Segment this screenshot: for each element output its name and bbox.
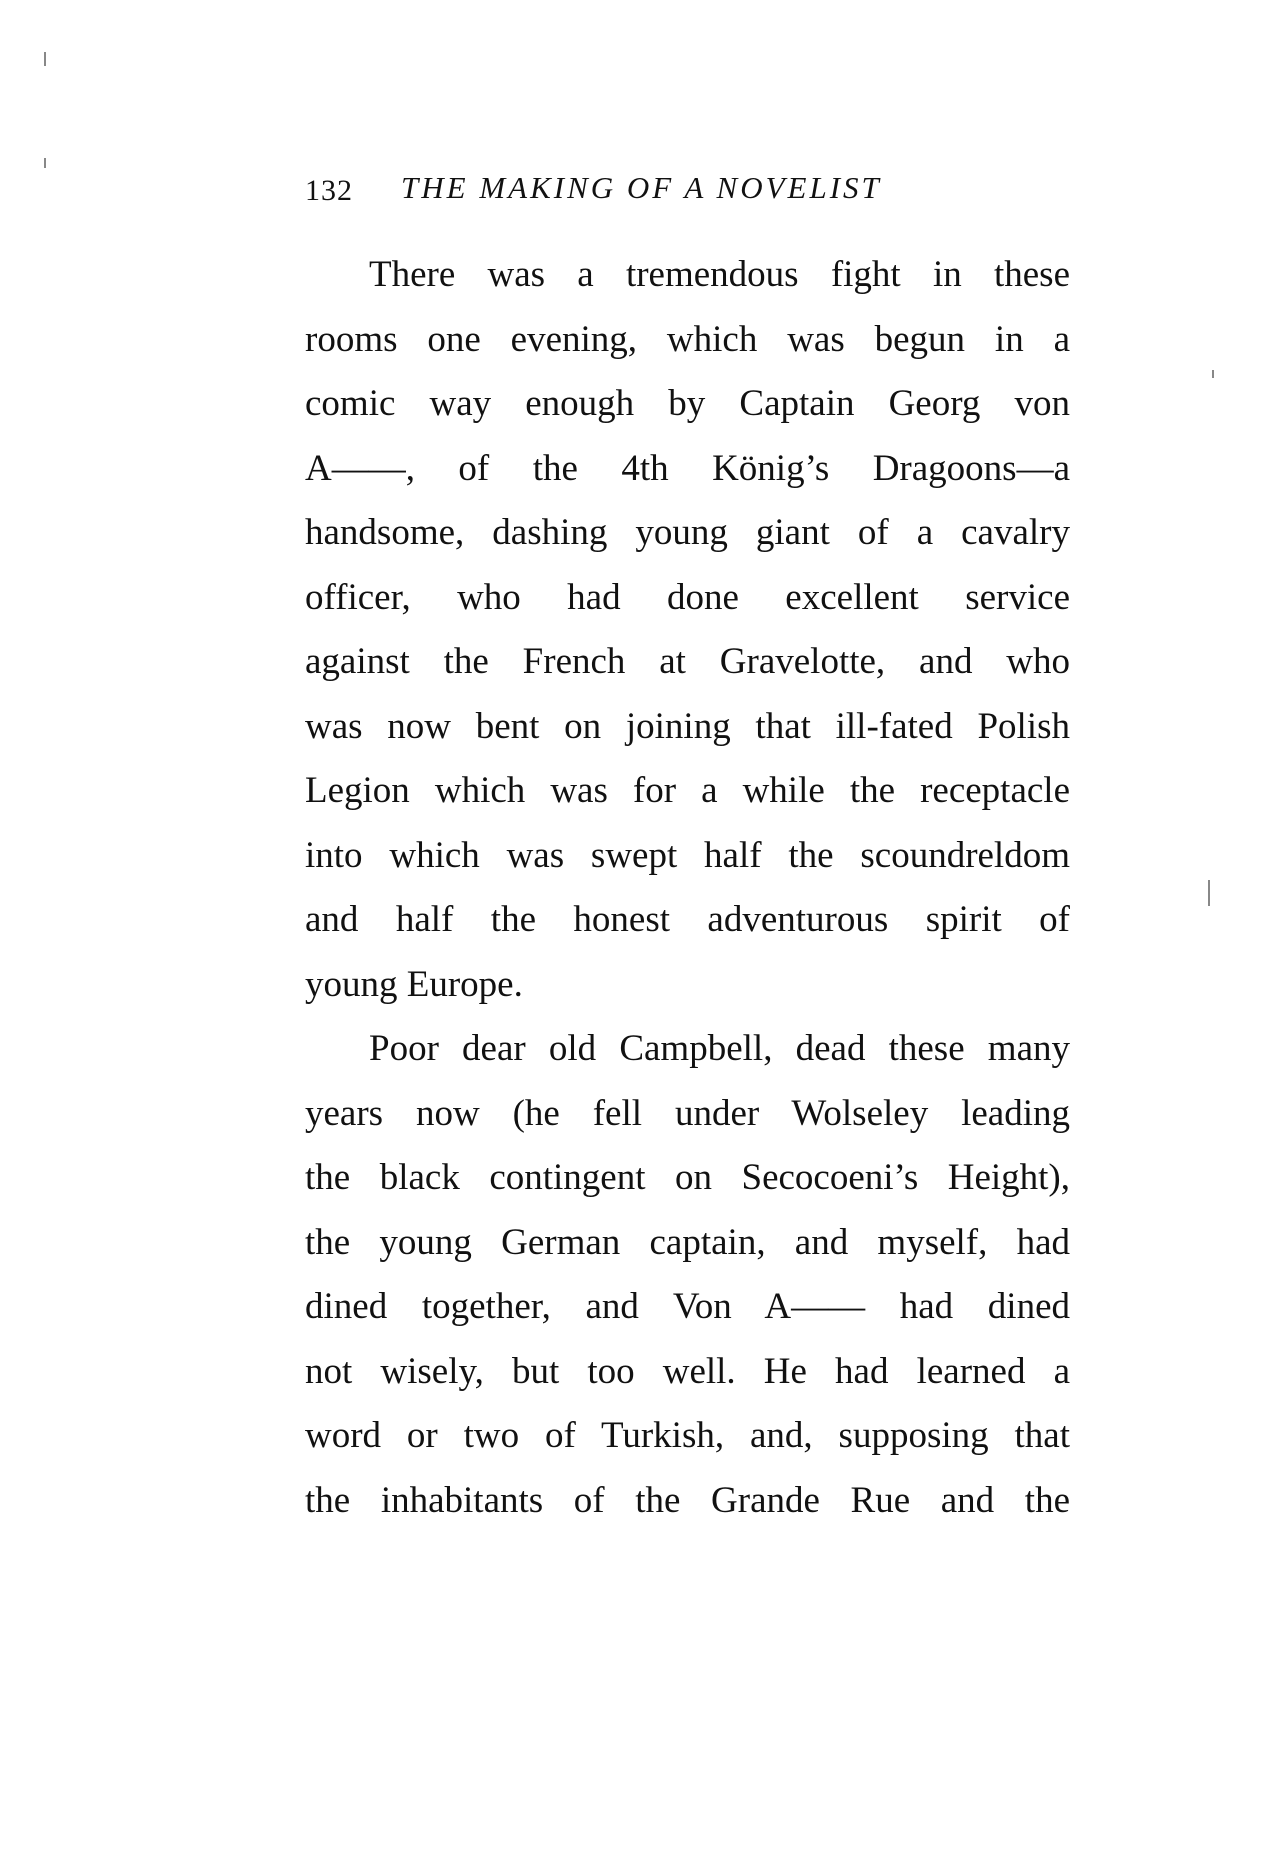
scan-speck xyxy=(44,52,46,66)
text-line: word or two of Turkish, and, supposing that xyxy=(305,1415,1070,1456)
text-line: and half the honest adventurous spirit of xyxy=(305,899,1070,940)
text-line: comic way enough by Captain Georg von xyxy=(305,383,1070,424)
text-line: into which was swept half the scoundreldom xyxy=(305,834,1070,876)
text-line: the young German captain, and myself, had xyxy=(305,1221,1070,1263)
text-line: officer, who had done excellent service xyxy=(305,576,1070,618)
body-text xyxy=(305,243,1070,1533)
text-line: against the French at Gravelotte, and who xyxy=(305,641,1070,682)
scan-speck xyxy=(44,158,46,168)
scan-speck xyxy=(1212,370,1214,378)
paragraph-1 xyxy=(305,243,1070,1017)
text-line: the black contingent on Secocoeni’s Height), xyxy=(305,1157,1070,1198)
text-line: Legion which was for a while the receptacle xyxy=(305,770,1070,811)
text-line: dined together, and Von A—— had dined xyxy=(305,1286,1070,1327)
text-line: was now bent on joining that ill-fated Polish xyxy=(305,705,1070,747)
text-line: rooms one evening, which was begun in a xyxy=(305,318,1070,360)
running-head xyxy=(305,170,1070,210)
running-title: THE MAKING OF A NOVELIST xyxy=(401,170,882,205)
text-line: handsome, dashing young giant of a cavalry xyxy=(305,512,1070,553)
text-line: the inhabitants of the Grande Rue and the xyxy=(305,1479,1070,1521)
paragraph-2 xyxy=(305,1017,1070,1533)
text-line: There was a tremendous fight in these xyxy=(369,254,1070,295)
text-line: not wisely, but too well. He had learned a xyxy=(305,1350,1070,1392)
page-number: 132 xyxy=(305,174,353,207)
text-line: young Europe. xyxy=(305,963,523,1005)
text-line: years now (he fell under Wolseley leading xyxy=(305,1092,1070,1134)
scan-speck xyxy=(1208,880,1210,906)
text-line: A——, of the 4th König’s Dragoons—a xyxy=(305,447,1070,489)
text-line: Poor dear old Campbell, dead these many xyxy=(369,1028,1070,1069)
